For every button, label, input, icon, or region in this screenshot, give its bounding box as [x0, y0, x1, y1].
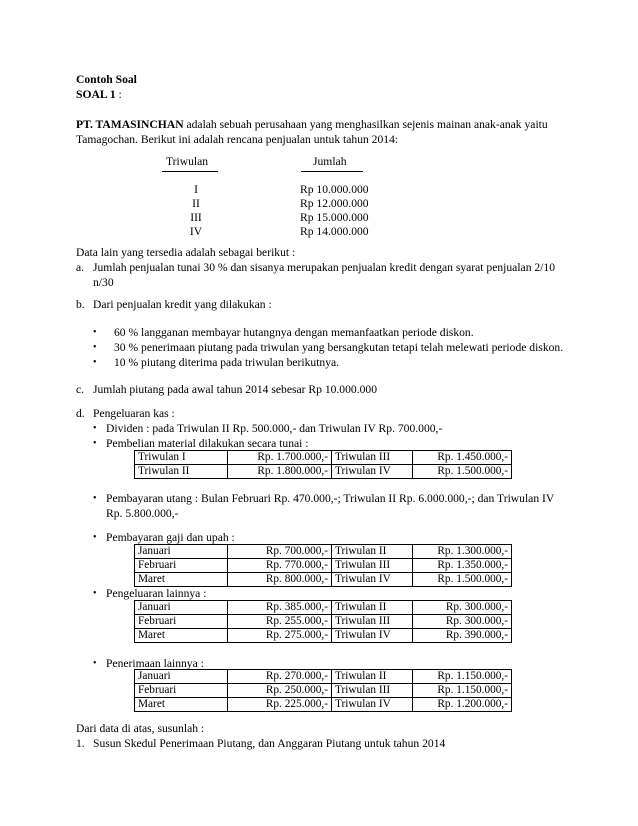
utang-line-1: Pembayaran utang : Bulan Februari Rp. 470.000,-; Triwulan II Rp. 6.000.000,-; dan Triwulan IV — [106, 492, 555, 505]
bullet-icon: • — [93, 423, 97, 434]
table-cell: Februari — [135, 559, 228, 573]
bullet-icon: • — [93, 588, 97, 599]
table-cell: Triwulan III — [332, 559, 413, 573]
table-cell: Rp. 1.450.000,- — [413, 451, 512, 465]
table-cell: Rp. 1.150.000,- — [413, 670, 512, 684]
table-cell: Januari — [135, 545, 228, 559]
table-cell: Rp. 1.350.000,- — [413, 559, 512, 573]
table-cell: Rp. 700.000,- — [228, 545, 332, 559]
table-cell: Januari — [135, 670, 228, 684]
other-data-heading: Data lain yang tersedia adalah sebagai berikut : — [76, 246, 296, 259]
table-cell: Rp. 1.700.000,- — [228, 451, 332, 465]
bullet-icon: • — [93, 532, 97, 543]
amount-underline — [301, 171, 363, 172]
soal-label: SOAL 1 — [76, 88, 116, 101]
penerimaan-title: Penerimaan lainnya : — [106, 657, 204, 670]
table-cell: Februari — [135, 684, 228, 698]
table-cell: Triwulan II — [332, 545, 413, 559]
bullet-icon: • — [93, 327, 97, 338]
table-cell: Rp. 1.200.000,- — [413, 698, 512, 712]
table-row — [135, 684, 512, 698]
item-b-label: b. — [76, 298, 85, 311]
table-row — [135, 559, 512, 573]
table-cell: Januari — [135, 601, 228, 615]
table-row — [135, 601, 512, 615]
sales-quarter-1: I — [194, 183, 198, 196]
table-cell: Rp. 1.150.000,- — [413, 684, 512, 698]
table-row — [135, 615, 512, 629]
sales-quarter-2: II — [192, 197, 200, 210]
table-cell: Triwulan IV — [332, 465, 413, 479]
table-cell: Rp. 800.000,- — [228, 573, 332, 587]
table-cell: Rp. 1.500.000,- — [413, 465, 512, 479]
item-d-text: Pengeluaran kas : — [93, 407, 175, 420]
table-cell: Triwulan IV — [332, 629, 413, 643]
table-cell: Rp. 1.300.000,- — [413, 545, 512, 559]
document-heading: Contoh Soal — [76, 73, 137, 86]
table-cell: Maret — [135, 629, 228, 643]
table-row — [135, 545, 512, 559]
item-d-label: d. — [76, 407, 85, 420]
quarter-underline — [162, 171, 218, 172]
table-cell: Triwulan II — [332, 601, 413, 615]
table-cell: Rp. 300.000,- — [413, 615, 512, 629]
table-cell: Triwulan III — [332, 615, 413, 629]
table-cell: Triwulan IV — [332, 698, 413, 712]
item-a-line-2: n/30 — [93, 276, 114, 289]
table-cell: Triwulan I — [135, 451, 228, 465]
gaji-title: Pembayaran gaji dan upah : — [106, 531, 235, 544]
lain-table — [134, 600, 512, 643]
company-name: PT. TAMASINCHAN — [76, 118, 184, 131]
task-item-1-label: 1. — [76, 737, 85, 750]
table-row — [135, 573, 512, 587]
table-cell: Rp. 250.000,- — [228, 684, 332, 698]
table-cell: Triwulan II — [135, 465, 228, 479]
b-bullet-3: 10 % piutang diterima pada triwulan berikutnya. — [114, 356, 340, 369]
bullet-icon: • — [93, 342, 97, 353]
item-c-label: c. — [76, 383, 85, 396]
sales-col-quarter: Triwulan — [166, 155, 209, 168]
intro-line-1-rest: adalah sebuah perusahaan yang menghasilkan sejenis mainan anak-anak yaitu — [183, 118, 548, 131]
item-b-text: Dari penjualan kredit yang dilakukan : — [93, 298, 272, 311]
table-cell: Rp. 300.000,- — [413, 601, 512, 615]
table-cell: Rp. 390.000,- — [413, 629, 512, 643]
table-cell: Rp. 1.500.000,- — [413, 573, 512, 587]
table-cell: Rp. 1.800.000,- — [228, 465, 332, 479]
table-cell: Rp. 770.000,- — [228, 559, 332, 573]
table-cell: Rp. 255.000,- — [228, 615, 332, 629]
table-cell: Triwulan III — [332, 451, 413, 465]
table-cell: Rp. 275.000,- — [228, 629, 332, 643]
task-heading: Dari data di atas, susunlah : — [76, 722, 205, 735]
table-row — [135, 629, 512, 643]
bullet-icon: • — [93, 493, 97, 504]
item-a-line-1: Jumlah penjualan tunai 30 % dan sisanya merupakan penjualan kredit dengan syarat penjualan 2/10 — [93, 261, 555, 274]
lain-title: Pengeluaran lainnya : — [106, 587, 207, 600]
task-item-1-text: Susun Skedul Penerimaan Piutang, dan Anggaran Piutang untuk tahun 2014 — [93, 737, 446, 750]
bullet-icon: • — [93, 357, 97, 368]
dividen-text: Dividen : pada Triwulan II Rp. 500.000,- dan Triwulan IV Rp. 700.000,- — [106, 422, 443, 435]
bullet-icon: • — [93, 658, 97, 669]
item-c-text: Jumlah piutang pada awal tahun 2014 sebesar Rp 10.000.000 — [93, 383, 377, 396]
material-table — [134, 450, 512, 479]
table-cell: Triwulan IV — [332, 573, 413, 587]
item-a-label: a. — [76, 261, 85, 274]
sales-quarter-3: III — [190, 211, 202, 224]
b-bullet-2: 30 % penerimaan piutang pada triwulan yang bersangkutan tetapi telah melewati periode diskon. — [114, 341, 564, 354]
intro-line-1 — [76, 117, 562, 132]
table-cell: Maret — [135, 698, 228, 712]
table-cell: Triwulan II — [332, 670, 413, 684]
material-title: Pembelian material dilakukan secara tunai : — [106, 437, 309, 450]
soal-colon: : — [115, 88, 122, 101]
intro-line-2: Tamagochan. Berikut ini adalah rencana penjualan untuk tahun 2014: — [76, 133, 399, 146]
sales-amount-1: Rp 10.000.000 — [300, 183, 369, 196]
sales-amount-2: Rp 12.000.000 — [300, 197, 369, 210]
sales-quarter-4: IV — [189, 225, 203, 238]
sales-col-amount: Jumlah — [313, 155, 347, 168]
table-row — [135, 465, 512, 479]
table-cell: Rp. 270.000,- — [228, 670, 332, 684]
utang-line-2: Rp. 5.800.000,- — [106, 507, 179, 520]
table-row — [135, 451, 512, 465]
gaji-table — [134, 544, 512, 587]
penerimaan-table — [134, 669, 512, 712]
table-cell: Rp. 385.000,- — [228, 601, 332, 615]
table-row — [135, 670, 512, 684]
b-bullet-1: 60 % langganan membayar hutangnya dengan memanfaatkan periode diskon. — [114, 326, 474, 339]
table-cell: Triwulan III — [332, 684, 413, 698]
bullet-icon: • — [93, 438, 97, 449]
table-cell: Rp. 225.000,- — [228, 698, 332, 712]
table-row — [135, 698, 512, 712]
table-cell: Februari — [135, 615, 228, 629]
sales-amount-4: Rp 14.000.000 — [300, 225, 369, 238]
soal-heading — [76, 87, 122, 102]
sales-amount-3: Rp 15.000.000 — [300, 211, 369, 224]
table-cell: Maret — [135, 573, 228, 587]
